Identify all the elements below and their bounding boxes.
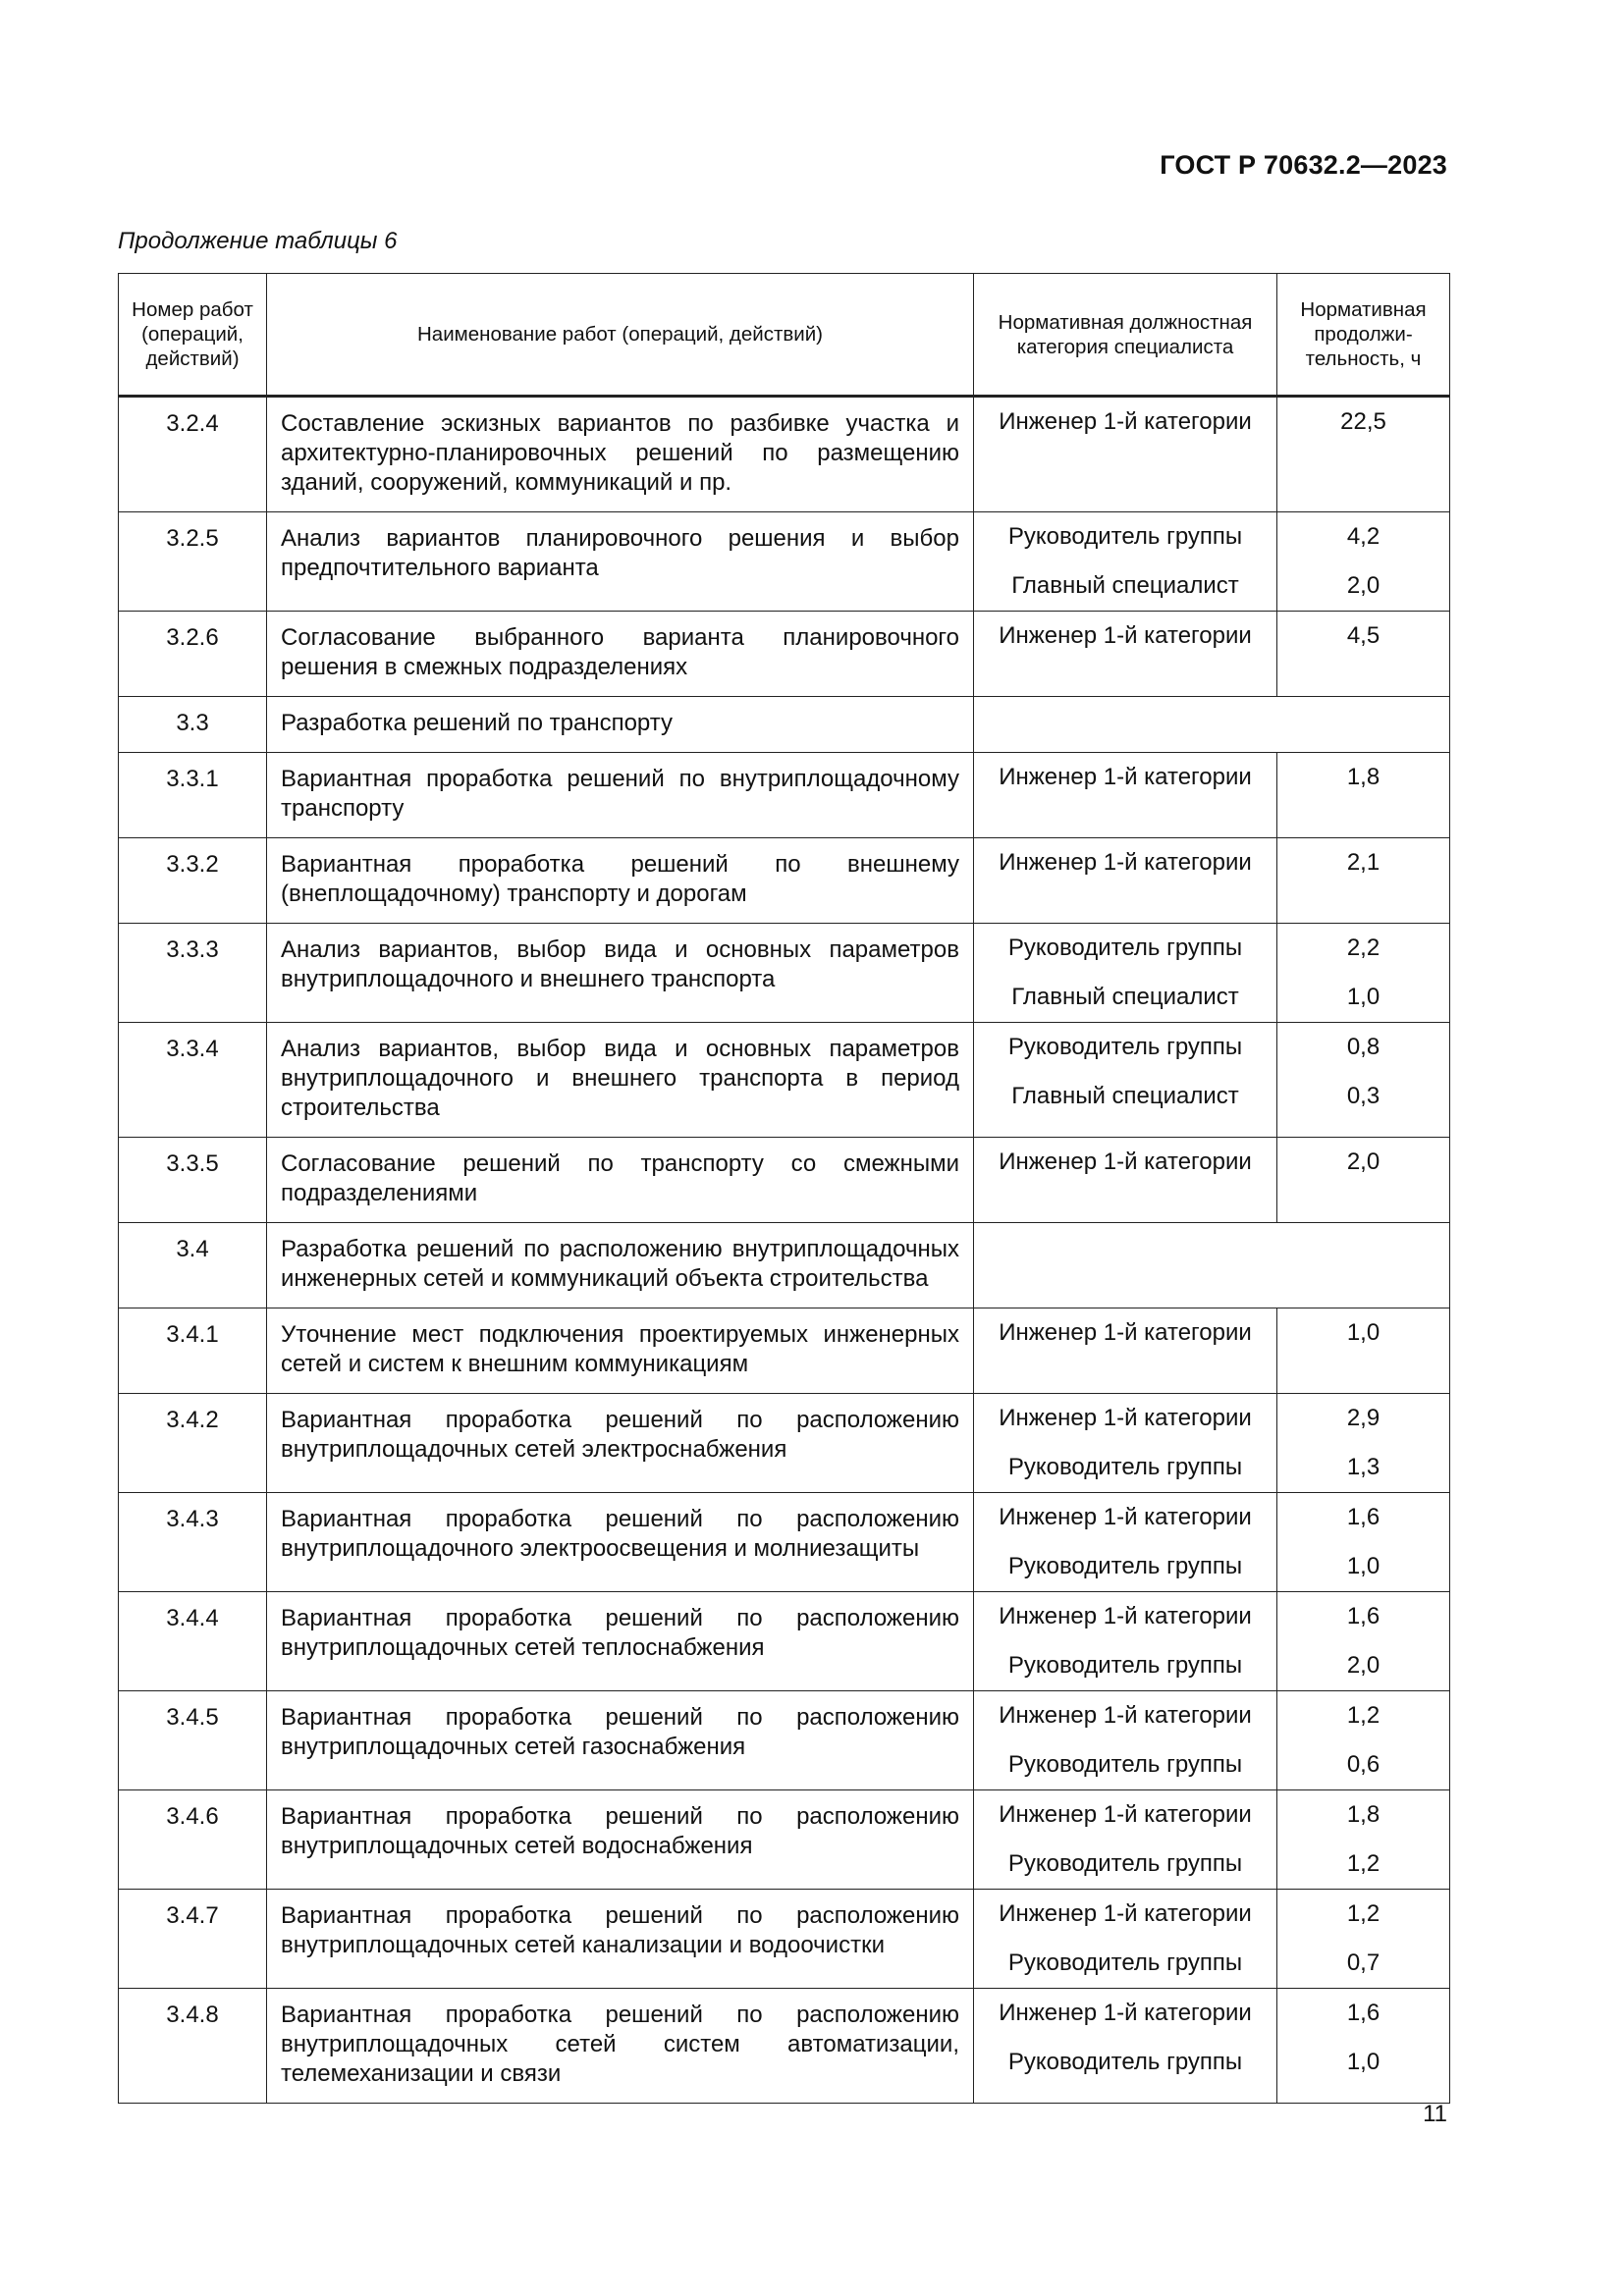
duration-value: 1,8 (1346, 764, 1380, 790)
duration-value: 4,5 (1346, 622, 1380, 649)
table-row (119, 512, 1450, 612)
table-row (119, 1691, 1450, 1790)
work-name: Вариантная проработка решений по расположению внутриплощадочного электроосвещения и молниезащиты (267, 1493, 974, 1592)
work-name: Разработка решений по расположению внутриплощадочных инженерных сетей и коммуникаций объекта строительства (267, 1223, 974, 1308)
category-value: Инженер 1-й категории (999, 764, 1252, 790)
duration-value: 1,2 (1346, 1850, 1380, 1877)
section-row (119, 1223, 1450, 1308)
category-value: Руководитель группы (1007, 1034, 1243, 1060)
duration (1277, 1890, 1450, 1989)
duration-value: 0,7 (1346, 1949, 1380, 1976)
category-value: Инженер 1-й категории (999, 1319, 1252, 1346)
category-value: Руководитель группы (1007, 1652, 1243, 1679)
work-name: Вариантная проработка решений по внешнему (внеплощадочному) транспорту и дорогам (267, 838, 974, 924)
work-name: Согласование решений по транспорту со смежными подразделениями (267, 1138, 974, 1223)
category-value: Главный специалист (1011, 984, 1239, 1010)
work-name: Согласование выбранного варианта планировочного решения в смежных подразделениях (267, 612, 974, 697)
duration (1277, 924, 1450, 1023)
header-name: Наименование работ (операций, действий) (267, 274, 974, 397)
specialist-category (974, 612, 1277, 697)
specialist-category (974, 1592, 1277, 1691)
category-value: Инженер 1-й категории (999, 2000, 1252, 2026)
work-number: 3.3.4 (119, 1023, 267, 1138)
duration-value: 1,3 (1346, 1454, 1380, 1480)
table-row (119, 924, 1450, 1023)
empty-cell (974, 1223, 1450, 1308)
specialist-category (974, 1989, 1277, 2104)
specialist-category (974, 1023, 1277, 1138)
section-row (119, 697, 1450, 753)
duration (1277, 612, 1450, 697)
specialist-category (974, 1691, 1277, 1790)
duration (1277, 1308, 1450, 1394)
duration (1277, 1138, 1450, 1223)
specialist-category (974, 1890, 1277, 1989)
table-row (119, 838, 1450, 924)
duration-value: 0,8 (1346, 1034, 1380, 1060)
duration (1277, 1691, 1450, 1790)
table-row (119, 1394, 1450, 1493)
category-value: Руководитель группы (1007, 1850, 1243, 1877)
work-name: Разработка решений по транспорту (267, 697, 974, 753)
work-number: 3.3 (119, 697, 267, 753)
category-value: Инженер 1-й категории (999, 1900, 1252, 1927)
category-value: Инженер 1-й категории (999, 1801, 1252, 1828)
specialist-category (974, 924, 1277, 1023)
category-value: Инженер 1-й категории (999, 1702, 1252, 1729)
specialist-category (974, 1394, 1277, 1493)
duration-value: 1,2 (1346, 1900, 1380, 1927)
work-name: Анализ вариантов, выбор вида и основных параметров внутриплощадочного и внешнего транспорта в период строительства (267, 1023, 974, 1138)
duration-value: 2,2 (1346, 934, 1380, 961)
work-number: 3.4.8 (119, 1989, 267, 2104)
duration (1277, 1394, 1450, 1493)
duration (1277, 1989, 1450, 2104)
work-number: 3.4 (119, 1223, 267, 1308)
works-table (118, 273, 1450, 2104)
category-value: Инженер 1-й категории (999, 1504, 1252, 1530)
work-name: Вариантная проработка решений по расположению внутриплощадочных сетей газоснабжения (267, 1691, 974, 1790)
duration-value: 1,0 (1346, 1553, 1380, 1579)
duration-value: 2,0 (1346, 1148, 1380, 1175)
duration-value: 0,6 (1346, 1751, 1380, 1778)
work-name: Вариантная проработка решений по расположению внутриплощадочных сетей электроснабжения (267, 1394, 974, 1493)
category-value: Главный специалист (1011, 572, 1239, 599)
category-value: Инженер 1-й категории (999, 1603, 1252, 1629)
category-value: Руководитель группы (1007, 1751, 1243, 1778)
category-value: Руководитель группы (1007, 934, 1243, 961)
category-value: Руководитель группы (1007, 1553, 1243, 1579)
work-number: 3.3.3 (119, 924, 267, 1023)
document-code: ГОСТ Р 70632.2—2023 (1160, 150, 1447, 180)
specialist-category (974, 1138, 1277, 1223)
table-row (119, 397, 1450, 512)
table-body (119, 397, 1450, 2104)
specialist-category (974, 512, 1277, 612)
duration-value: 1,6 (1346, 2000, 1380, 2026)
work-number: 3.4.6 (119, 1790, 267, 1890)
specialist-category (974, 1493, 1277, 1592)
table-row (119, 1308, 1450, 1394)
duration-value: 0,3 (1346, 1083, 1380, 1109)
work-name: Вариантная проработка решений по расположению внутриплощадочных сетей систем автоматизации, телемеханизации и связи (267, 1989, 974, 2104)
work-name: Вариантная проработка решений по расположению внутриплощадочных сетей водоснабжения (267, 1790, 974, 1890)
category-value: Инженер 1-й категории (999, 1148, 1252, 1175)
work-number: 3.3.2 (119, 838, 267, 924)
duration-value: 1,6 (1346, 1504, 1380, 1530)
duration-value: 1,2 (1346, 1702, 1380, 1729)
duration (1277, 1493, 1450, 1592)
work-number: 3.2.5 (119, 512, 267, 612)
category-value: Руководитель группы (1007, 1949, 1243, 1976)
duration-value: 1,8 (1346, 1801, 1380, 1828)
duration-value: 1,0 (1346, 2049, 1380, 2075)
duration (1277, 838, 1450, 924)
work-number: 3.4.2 (119, 1394, 267, 1493)
work-name: Составление эскизных вариантов по разбивке участка и архитектурно-планировочных решений по размещению зданий, сооружений, коммуникаций и пр. (267, 397, 974, 512)
work-name: Анализ вариантов планировочного решения и выбор предпочтительного варианта (267, 512, 974, 612)
table-row (119, 1989, 1450, 2104)
category-value: Руководитель группы (1007, 523, 1243, 550)
category-value: Инженер 1-й категории (999, 408, 1252, 435)
header-number: Номер работ (операций, действий) (119, 274, 267, 397)
duration (1277, 753, 1450, 838)
table-row (119, 753, 1450, 838)
table-row (119, 1493, 1450, 1592)
work-number: 3.2.6 (119, 612, 267, 697)
duration-value: 2,0 (1346, 1652, 1380, 1679)
work-name: Уточнение мест подключения проектируемых инженерных сетей и систем к внешним коммуникациям (267, 1308, 974, 1394)
duration (1277, 1592, 1450, 1691)
duration (1277, 512, 1450, 612)
empty-cell (974, 697, 1450, 753)
duration-value: 4,2 (1346, 523, 1380, 550)
specialist-category (974, 1308, 1277, 1394)
work-number: 3.4.5 (119, 1691, 267, 1790)
work-name: Вариантная проработка решений по расположению внутриплощадочных сетей теплоснабжения (267, 1592, 974, 1691)
work-number: 3.4.3 (119, 1493, 267, 1592)
category-value: Руководитель группы (1007, 2049, 1243, 2075)
duration-value: 2,9 (1346, 1405, 1380, 1431)
table-row (119, 1023, 1450, 1138)
table-caption: Продолжение таблицы 6 (118, 228, 398, 254)
duration-value: 1,6 (1346, 1603, 1380, 1629)
duration-value: 2,1 (1346, 849, 1380, 876)
work-number: 3.4.7 (119, 1890, 267, 1989)
table-row (119, 1138, 1450, 1223)
duration-value: 2,0 (1346, 572, 1380, 599)
duration-value: 1,0 (1346, 1319, 1380, 1346)
work-number: 3.4.1 (119, 1308, 267, 1394)
work-number: 3.3.1 (119, 753, 267, 838)
duration-value: 1,0 (1346, 984, 1380, 1010)
duration (1277, 1023, 1450, 1138)
table-row (119, 1890, 1450, 1989)
header-category: Нормативная должностная категория специалиста (974, 274, 1277, 397)
category-value: Главный специалист (1011, 1083, 1239, 1109)
specialist-category (974, 753, 1277, 838)
work-name: Анализ вариантов, выбор вида и основных параметров внутриплощадочного и внешнего транспорта (267, 924, 974, 1023)
table-row (119, 612, 1450, 697)
work-name: Вариантная проработка решений по внутриплощадочному транспорту (267, 753, 974, 838)
category-value: Инженер 1-й категории (999, 849, 1252, 876)
specialist-category (974, 397, 1277, 512)
work-number: 3.2.4 (119, 397, 267, 512)
table-row (119, 1790, 1450, 1890)
category-value: Инженер 1-й категории (999, 1405, 1252, 1431)
specialist-category (974, 1790, 1277, 1890)
work-name: Вариантная проработка решений по расположению внутриплощадочных сетей канализации и водоочистки (267, 1890, 974, 1989)
duration (1277, 1790, 1450, 1890)
category-value: Инженер 1-й категории (999, 622, 1252, 649)
work-number: 3.3.5 (119, 1138, 267, 1223)
duration (1277, 397, 1450, 512)
table-row (119, 1592, 1450, 1691)
category-value: Руководитель группы (1007, 1454, 1243, 1480)
page-number: 11 (1423, 2101, 1447, 2127)
table-header-row (119, 274, 1450, 397)
specialist-category (974, 838, 1277, 924)
header-duration: Нормативная продолжи-тельность, ч (1277, 274, 1450, 397)
work-number: 3.4.4 (119, 1592, 267, 1691)
duration-value: 22,5 (1340, 408, 1386, 435)
